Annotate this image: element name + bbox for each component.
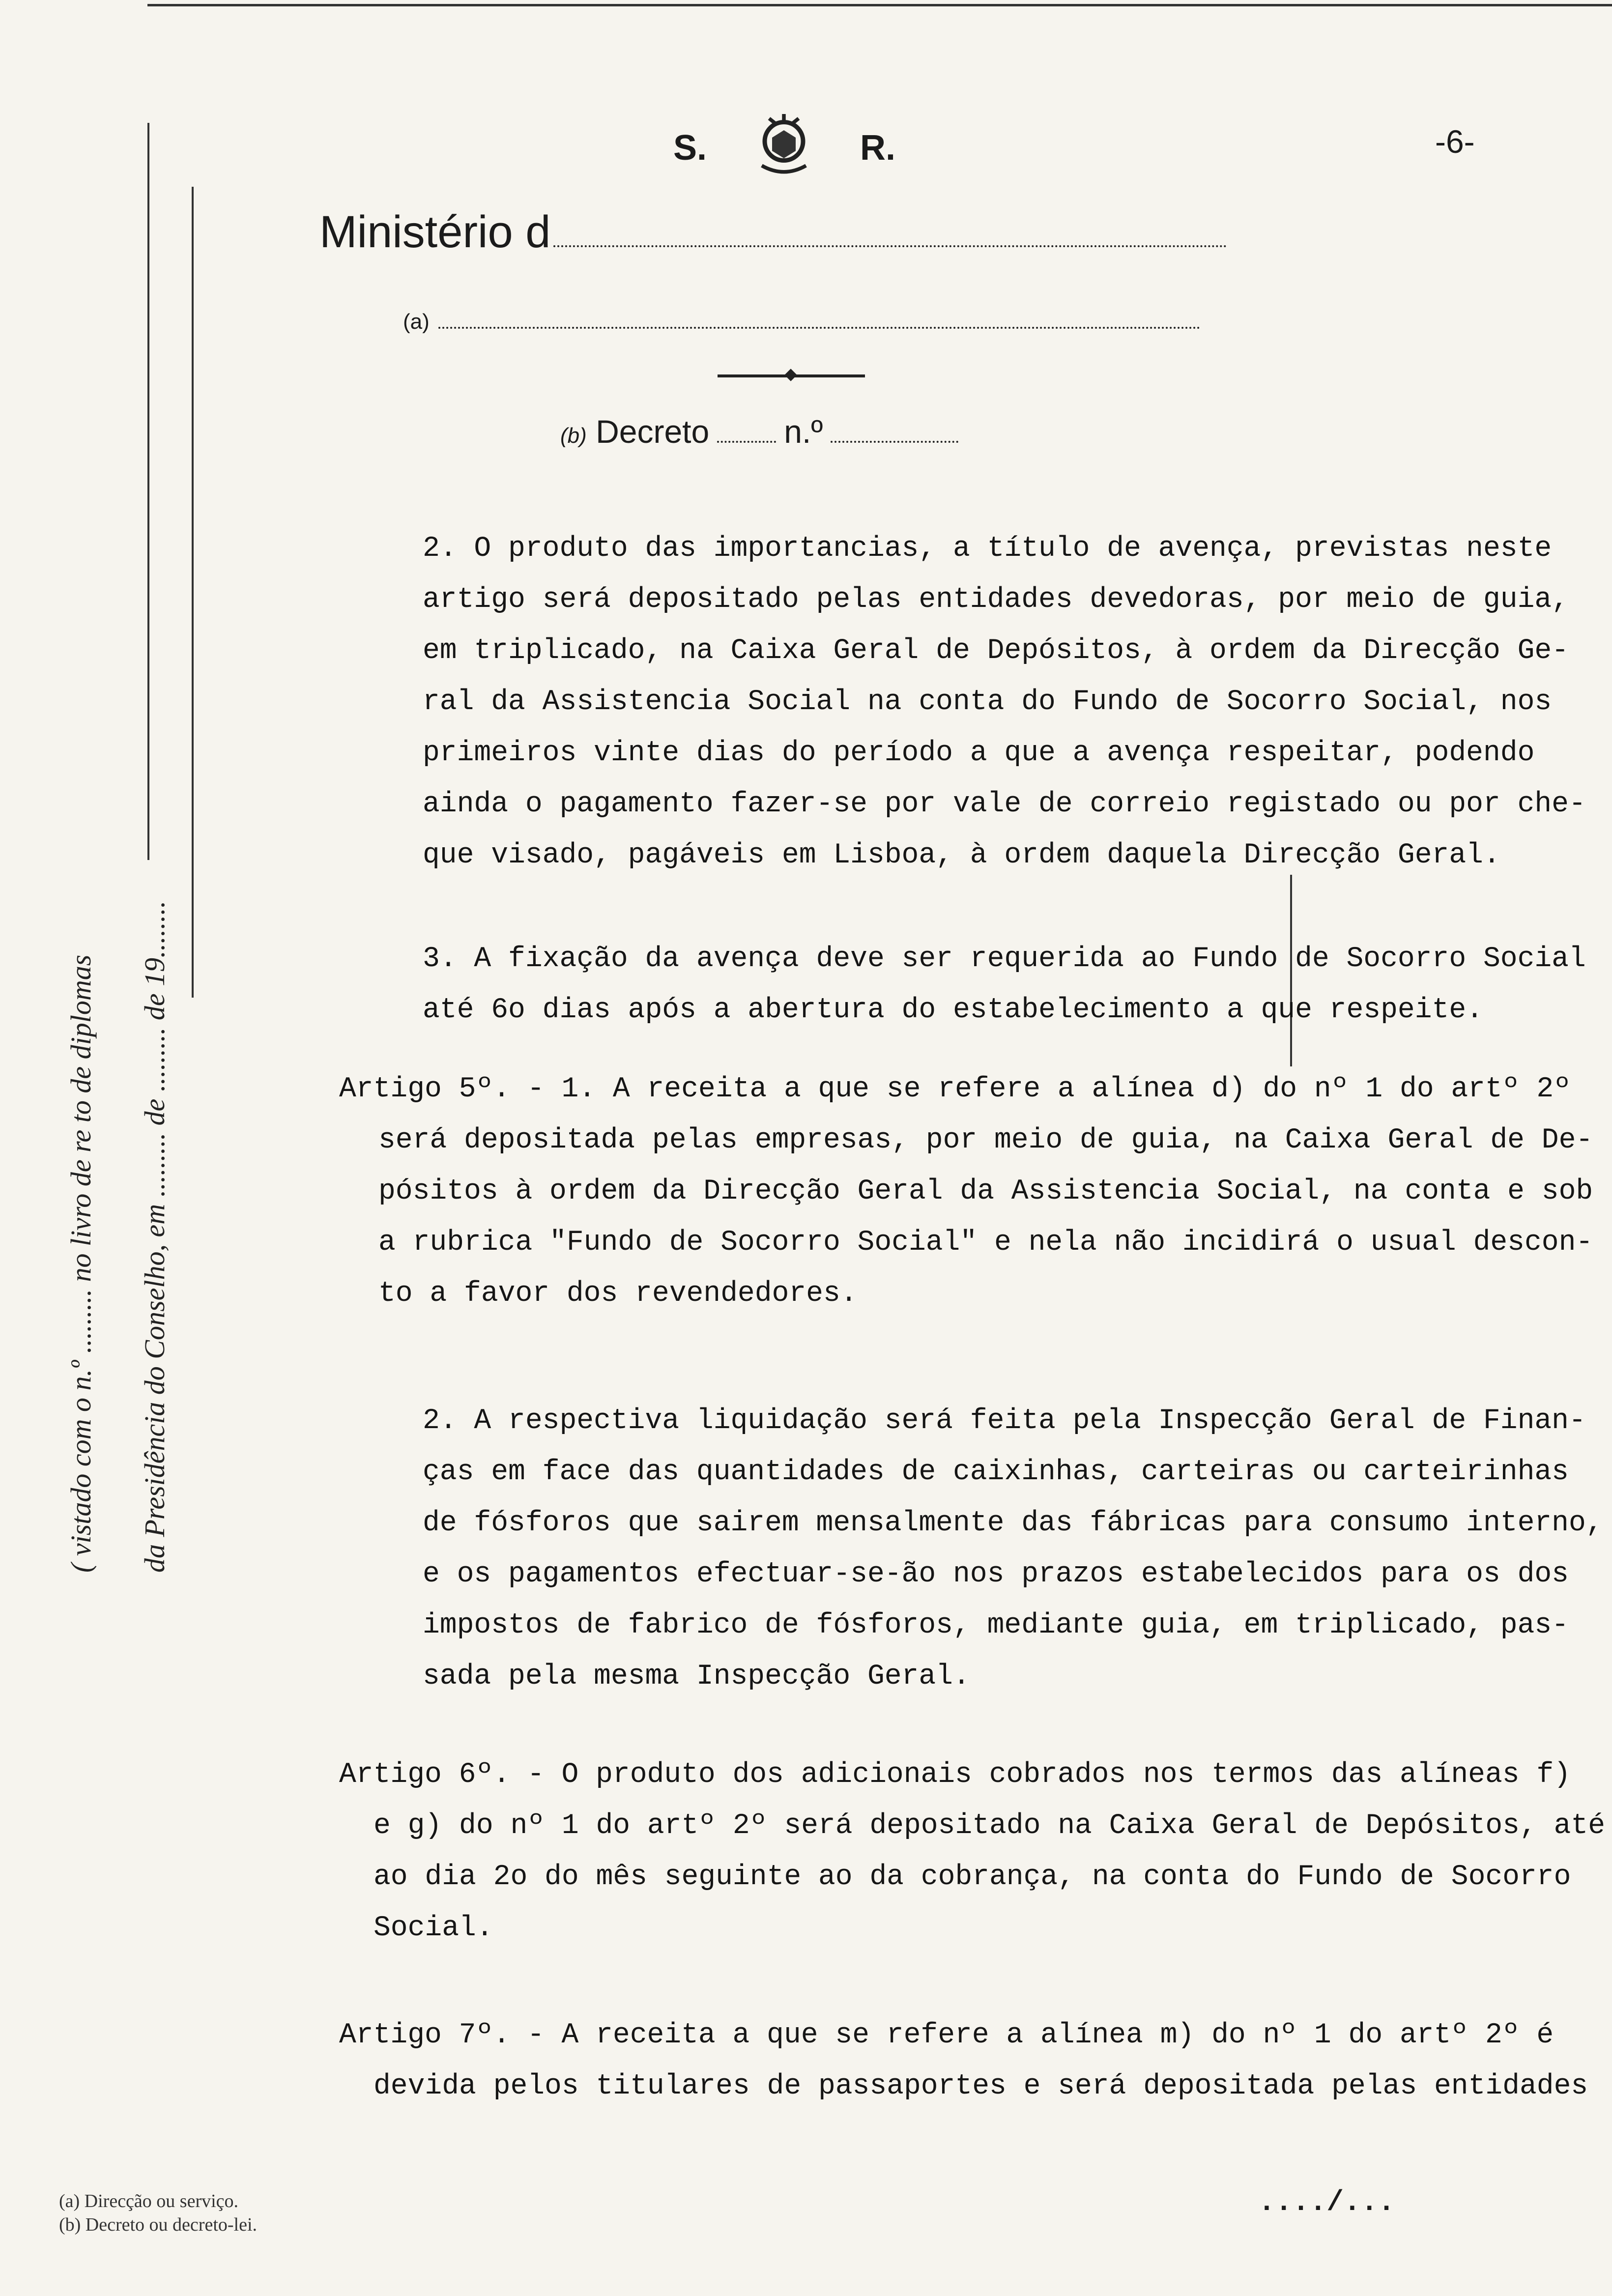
text-line: primeiros vinte dias do período a que a avença respeitar, podendo [423, 737, 1535, 769]
decreto-b-label: (b) [560, 424, 587, 448]
text-line: a rubrica "Fundo de Socorro Social" e nela não incidirá o usual descon- [378, 1227, 1593, 1259]
ministerio-label: Ministério d [319, 207, 551, 257]
text-line: sada pela mesma Inspecção Geral. [423, 1661, 970, 1693]
text-line: ao dia 2o do mês seguinte ao da cobrança, na conta do Fundo de Socorro [374, 1861, 1571, 1893]
vertical-registration-note [44, 590, 192, 1573]
text-line: Artigo 5º. - 1. A receita a que se refere a alínea d) do nº 1 do artº 2º [339, 1073, 1571, 1105]
text-line: impostos de fabrico de fósforos, mediante guia, em triplicado, pas- [423, 1609, 1569, 1641]
article-5-paragraph-2 [423, 1396, 1603, 1702]
linea-a-label: (a) [403, 310, 430, 334]
text-line: ças em face das quantidades de caixinhas, carteiras ou carteirinhas [423, 1456, 1569, 1488]
article-7 [339, 2010, 1587, 2112]
text-line: de fósforos que sairem mensalmente das fábricas para consumo interno, [423, 1507, 1603, 1539]
margin-rule [147, 123, 149, 860]
divider-diamond [784, 369, 797, 381]
text-line: artigo será depositado pelas entidades devedoras, por meio de guia, [423, 584, 1569, 616]
article-5 [339, 1064, 1593, 1320]
ministerio-line [319, 206, 1227, 258]
linea-a-line [403, 310, 1200, 334]
text-line: ral da Assistencia Social na conta do Fundo de Socorro Social, nos [423, 686, 1552, 718]
text-line: to a favor dos revendedores. [378, 1278, 858, 1310]
sr-right: R. [860, 128, 895, 168]
text-line: 2. O produto das importancias, a título de avença, previstas neste [423, 533, 1552, 565]
continuation-mark: ..../... [1258, 2187, 1395, 2219]
text-line: será depositada pelas empresas, por meio de guia, na Caixa Geral de De- [378, 1124, 1593, 1156]
footnote-a: (a) Direcção ou serviço. [59, 2191, 239, 2211]
coat-of-arms-icon [747, 108, 821, 182]
top-rule [147, 4, 1612, 6]
ornamental-divider [718, 374, 865, 377]
ministerio-blank [553, 245, 1227, 247]
decreto-num-blank [831, 441, 958, 443]
text-line: que visado, pagáveis em Lisboa, à ordem daquela Direcção Geral. [423, 839, 1500, 871]
text-line: 2. A respectiva liquidação será feita pela Inspecção Geral de Finan- [423, 1405, 1586, 1437]
footnote-b: (b) Decreto ou decreto-lei. [59, 2214, 258, 2235]
text-line: e g) do nº 1 do artº 2º será depositado na Caixa Geral de Depósitos, até [374, 1810, 1606, 1842]
text-line: Social. [374, 1912, 493, 1944]
text-line: Artigo 6º. - O produto dos adicionais cobrados nos termos das alíneas f) [339, 1759, 1571, 1791]
linea-a-blank [438, 327, 1200, 329]
decreto-label: Decreto [596, 413, 710, 450]
paragraph-4-3 [423, 934, 1587, 1036]
decreto-blank [717, 441, 776, 443]
page-number: -6- [1435, 123, 1475, 160]
footnotes [59, 2189, 257, 2237]
text-line: ainda o pagamento fazer-se por vale de correio registado ou por che- [423, 788, 1586, 820]
sr-left: S. [673, 128, 707, 168]
margin-rule [192, 187, 194, 998]
article-6 [339, 1750, 1606, 1954]
sr-header [673, 123, 929, 177]
decreto-line [560, 413, 958, 450]
sidebar-line-1: ( vistado com o n.º ......... no livro de re to de diplomas [65, 954, 97, 1573]
text-line: até 6o dias após a abertura do estabelecimento a que respeite. [423, 994, 1483, 1026]
paragraph-4-2 [423, 523, 1587, 881]
text-line: devida pelos titulares de passaportes e será depositada pelas entidades [374, 2070, 1588, 2102]
sidebar-line-2: da Presidência do Conselho, em ......... de ......... de 19........ [139, 900, 171, 1573]
text-line: Artigo 7º. - A receita a que se refere a alínea m) do nº 1 do artº 2º é [339, 2019, 1554, 2051]
text-line: pósitos à ordem da Direcção Geral da Assistencia Social, na conta e sob [378, 1176, 1593, 1207]
text-line: e os pagamentos efectuar-se-ão nos prazos estabelecidos para os dos [423, 1558, 1569, 1590]
decreto-num-label: n.º [784, 413, 823, 450]
text-line: em triplicado, na Caixa Geral de Depósitos, à ordem da Direcção Ge- [423, 635, 1569, 667]
text-line: 3. A fixação da avença deve ser requerida ao Fundo de Socorro Social [423, 943, 1586, 975]
